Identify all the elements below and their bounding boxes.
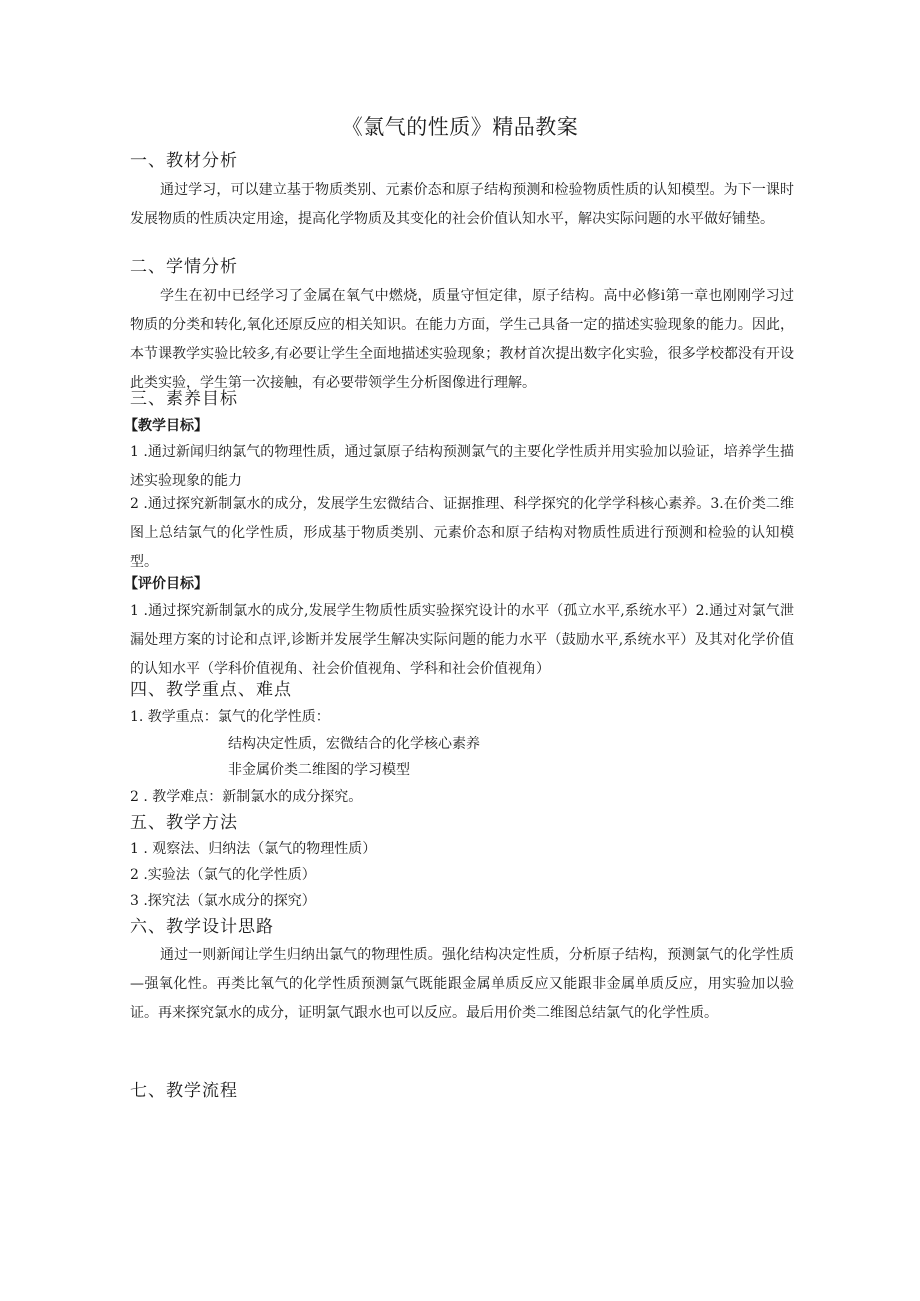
teaching-goal-1: 1 .通过新闻归纳氯气的物理性质，通过氯原子结构预测氯气的主要化学性质并用实验加以验证，培养学生描述实验现象的能力: [130, 444, 794, 489]
method-3: 3 .探究法（氯水成分的探究）: [130, 893, 316, 909]
teaching-goal-label: 【教学目标】: [124, 418, 208, 434]
key-point-1: 1. 教学重点：氯气的化学性质：: [130, 709, 330, 725]
section-1-paragraph: 通过学习，可以建立基于物质类别、元素价态和原子结构预测和检验物质性质的认知模型。为下一课时发展物质的性质决定用途，提高化学物质及其变化的社会价值认知水平，解决实际问题的水平做好铺垫。: [130, 182, 794, 227]
section-heading-7: 七、教学流程: [130, 1081, 238, 1101]
section-heading-6: 六、教学设计思路: [130, 917, 274, 937]
difficult-point: 2 . 教学难点：新制氯水的成分探究。: [130, 789, 363, 805]
page-title: 《氯气的性质》精品教案: [341, 115, 579, 139]
section-heading-2: 二、学情分析: [130, 257, 238, 277]
key-point-1b: 非金属价类二维图的学习模型: [228, 762, 410, 778]
evaluation-goal-label: 【评价目标】: [124, 576, 208, 592]
method-1: 1 . 观察法、归纳法（氯气的物理性质）: [130, 841, 377, 857]
section-heading-4: 四、教学重点、难点: [130, 680, 292, 700]
teaching-goal-2: 2 .通过探究新制氯水的成分，发展学生宏微结合、证据推理、科学探究的化学学科核心素养。3.在价类二维图上总结氯气的化学性质，形成基于物质类别、元素价态和原子结构对物质性质进行预测和检验的认知模型。: [130, 496, 794, 570]
section-2-paragraph: 学生在初中已经学习了金属在氧气中燃烧，质量守恒定律，原子结构。高中必修ⅰ第一章也刚刚学习过物质的分类和转化,氧化还原反应的相关知识。在能力方面，学生己具备一定的描述实验现象的能力。因此，本节课教学实验比较多,有必要让学生全面地描述实验现象；教材首次提出数字化实验，很多学校都没有开设此类实验，学生第一次接触，有必要带领学生分析图像进行理解。: [130, 288, 794, 391]
section-heading-1: 一、教材分析: [130, 151, 238, 171]
section-heading-5: 五、教学方法: [130, 813, 238, 833]
evaluation-goal: 1 .通过探究新制氯水的成分,发展学生物质性质实验探究设计的水平（孤立水平,系统水平）2.通过对氯气泄漏处理方案的讨论和点评,诊断并发展学生解决实际问题的能力水平（鼓励水平,系统水平）及其对化学价值的认知水平（学科价值视角、社会价值视角、学科和社会价值视角）: [130, 603, 794, 677]
key-point-1a: 结构决定性质，宏微结合的化学核心素养: [228, 736, 480, 752]
section-6-paragraph: 通过一则新闻让学生归纳出氯气的物理性质。强化结构决定性质，分析原子结构，预测氯气的化学性质—强氧化性。再类比氧气的化学性质预测氯气既能跟金属单质反应又能跟非金属单质反应，用实验加以验证。再来探究氯水的成分，证明氯气跟水也可以反应。最后用价类二维图总结氯气的化学性质。: [130, 947, 794, 1021]
method-2: 2 .实验法（氯气的化学性质）: [130, 867, 316, 883]
section-heading-3: 三、素养目标: [130, 389, 238, 409]
